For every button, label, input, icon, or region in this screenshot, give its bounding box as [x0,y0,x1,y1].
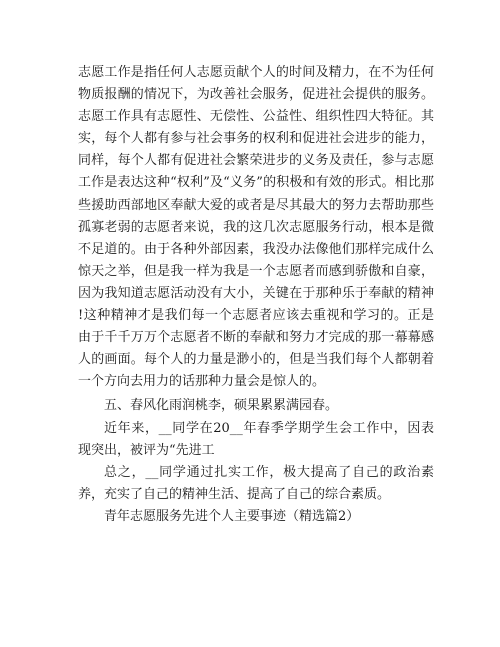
text-line: 孤寡老弱的志愿者来说，我的这几次志愿服务行动，根本是微 [78,219,434,235]
section-heading-5: 五、春风化雨润桃李，硕果累累满园春。 [104,398,339,414]
text-line: 人的画面。每个人的力量是渺小的，但是当我们每个人都朝着 [78,352,434,368]
text-line: 志愿工作是指任何人志愿贡献个人的时间及精力，在不为任何 [78,65,434,80]
text-line: 由于千千万万个志愿者不断的奉献和努力才完成的那一幕幕感 [78,330,434,346]
document-page [78,62,434,528]
text-line: 物质报酬的情况下，为改善社会服务，促进社会提供的服务。 [78,87,434,103]
text-line: 一个方向去用力的话那种力量会是惊人的。 [78,374,326,390]
text-line: 养，充实了自己的精神生活、提高了自己的综合素质。 [78,486,391,502]
text-line: 因为我知道志愿活动没有大小，关键在于那种乐于奉献的精神 [78,285,434,301]
text-line: !这种精神才是我们每一个志愿者应该去重视和学习的。正是 [78,308,434,324]
paragraph-summary [78,462,434,506]
text-line: 惊天之举，但是我一样为我是一个志愿者而感到骄傲和自豪， [78,263,434,279]
paragraph-student-union [78,418,434,462]
text-line: 工作是表达这种“权利”及“义务”的积极和有效的形式。相比那 [78,175,434,191]
section-title: 青年志愿服务先进个人主要事迹（精选篇2） [104,508,360,524]
paragraph-volunteer-work [78,62,434,393]
text-line: 同样，每个人都有促进社会繁荣进步的义务及责任，参与志愿 [78,153,434,169]
text-line: 近年来，__同学在20__年春季学期学生会工作中，因表 [104,420,434,436]
text-line: 总之，__同学通过扎实工作，极大提高了自己的政治素 [104,464,434,480]
text-line: 不足道的。由于各种外部因素，我没办法像他们那样完成什么 [78,241,434,257]
text-line: 志愿工作具有志愿性、无偿性、公益性、组织性四大特征。其 [78,109,434,125]
text-line: 现突出，被评为“先进工 [78,442,215,458]
text-line: 实，每个人都有参与社会事务的权利和促进社会进步的能力， [78,131,434,147]
text-line: 些援助西部地区奉献大爱的或者是尽其最大的努力去帮助那些 [78,197,434,213]
